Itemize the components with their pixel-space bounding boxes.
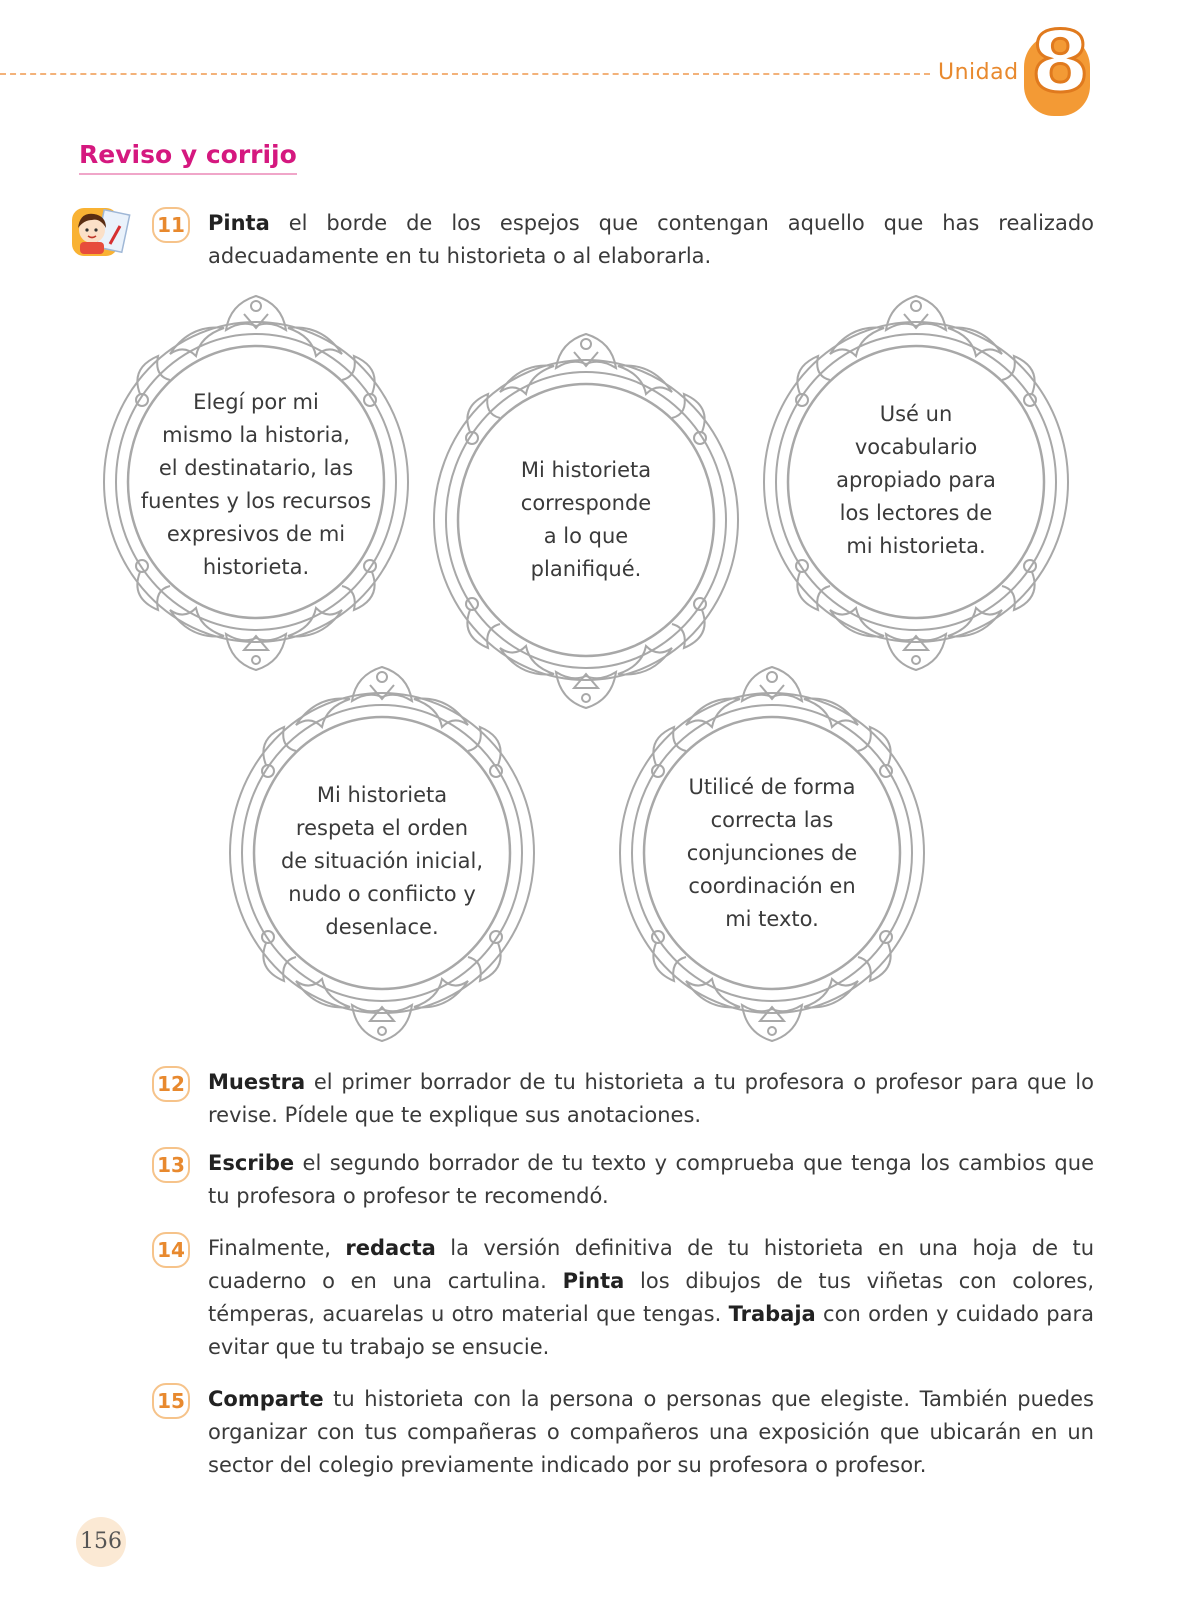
activity-11-verb: Pinta [208,211,270,235]
activity-15-body: tu historieta con la persona o personas que elegiste. También puedes organizar con tus compañeras o compañeros una exposición que ubicarán en un sector del colegio previamente indicado por su profesora o profesor. [208,1387,1094,1477]
activity-number-14: 14 [152,1232,190,1268]
activity-14-text [208,1232,1094,1364]
activity-14-post: con orden y cuidado para evitar que tu trabajo se ensucie. [208,1302,1094,1359]
mirror-3-text: Usé un vocabulario apropiado para los lectores de mi historieta. [836,402,996,558]
activity-14-verb-1: redacta [345,1236,436,1260]
section-title: Reviso y corrijo [79,140,297,175]
activity-13-body: el segundo borrador de tu texto y comprueba que tenga los cambios que tu profesora o profesor te recomendó. [208,1151,1094,1208]
activity-13-verb: Escribe [208,1151,295,1175]
activity-14-mid-1: la versión definitiva de tu historieta en una hoja de tu cuaderno o en una cartulina. [208,1236,1095,1293]
activity-14-mid-2: los dibujos de tus viñetas con colores, témperas, acuarelas u otro material que tengas. [208,1269,1094,1326]
mirror-4-text: Mi historieta respeta el orden de situación inicial, nudo o confiicto y desenlace. [280,783,484,939]
unit-label: Unidad [938,60,1019,85]
unit-number: 8 [1031,13,1090,111]
mirror-4[interactable] [226,655,538,1051]
activity-13-text [208,1147,1094,1213]
mirror-1[interactable] [100,284,412,680]
activity-14-verb-3: Trabaja [728,1302,816,1326]
activity-15-verb: Comparte [208,1387,324,1411]
activity-number-11: 11 [152,207,190,243]
header-dashed-line [0,73,930,75]
activity-11-text [208,207,1094,273]
activity-number-15: 15 [152,1383,190,1419]
activity-14-verb-2: Pinta [562,1269,625,1293]
mirror-2-text: Mi historieta corresponde a lo que planifiqué. [520,458,652,581]
activity-14-pre: Finalmente, [208,1236,346,1260]
kid-writing-icon [70,206,132,262]
activity-number-13: 13 [152,1147,190,1183]
activity-12-verb: Muestra [208,1070,306,1094]
activity-11-body: el borde de los espejos que contengan aquello que has realizado adecuadamente en tu historieta o al elaborarla. [208,211,1094,268]
activity-15-text [208,1383,1094,1482]
activity-number-12: 12 [152,1066,190,1102]
mirror-1-text: Elegí por mi mismo la historia, el destinatario, las fuentes y los recursos expresivos de mi historieta. [140,390,372,579]
page-number: 156 [76,1517,126,1567]
activity-12-body: el primer borrador de tu historieta a tu profesora o profesor para que lo revise. Pídele que te explique sus anotaciones. [208,1070,1094,1127]
mirror-5-text: Utilicé de forma correcta las conjunciones de coordinación en mi texto. [686,775,858,931]
mirror-3[interactable] [760,284,1072,680]
activity-12-text [208,1066,1094,1132]
mirror-5[interactable] [616,655,928,1051]
